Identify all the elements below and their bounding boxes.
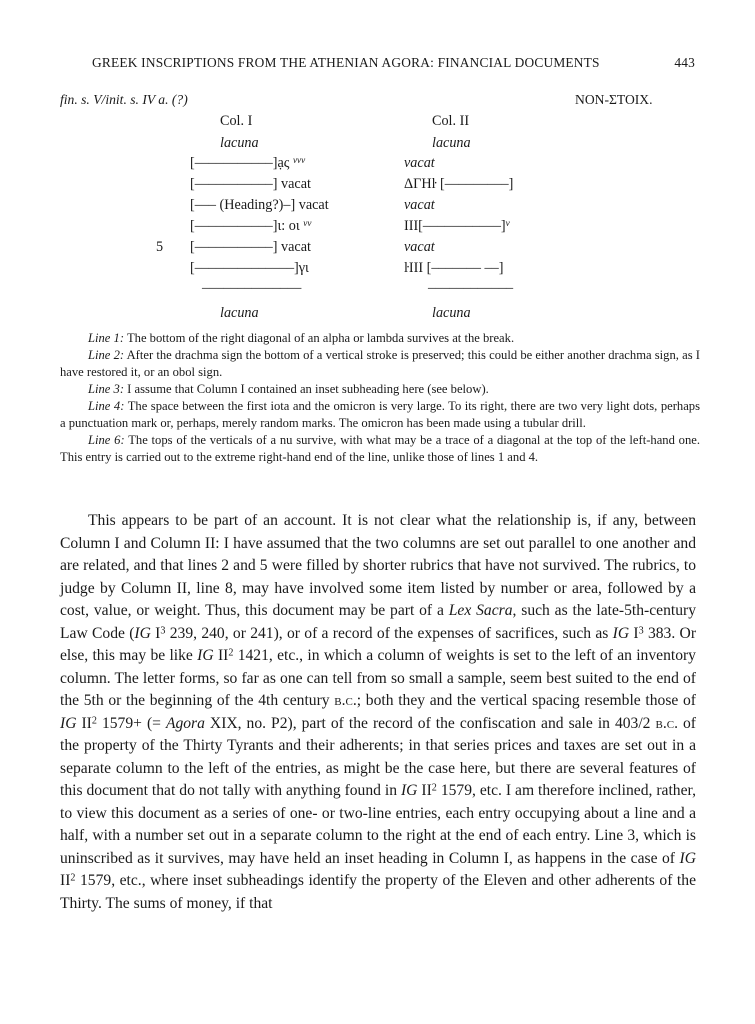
col2-line-3: vacat (404, 197, 435, 213)
col2-line-4 (404, 218, 510, 235)
text-run: of the property of the Thirty Tyrants and their adherents; in that series prices and taxes are set out in a separate column to the left of the entries, as might be the case here, but there are several features of this document that do not tally with anything found in (60, 714, 696, 799)
col1-line-1-text: [–––––––––––]ạς (190, 155, 293, 171)
col1-line-4-vacat-mark: vv (303, 217, 312, 228)
col2-break-rule: –––––––––––– (428, 280, 514, 296)
col2-line-2: ΔΓΗŀ [–––––––––] (404, 176, 514, 192)
col1-heading: Col. I (220, 113, 253, 129)
edition-superscript: 3 (638, 624, 644, 636)
note-text: The tops of the verticals of a nu survive, with what may be a trace of a diagonal at the top of the left-hand one. This entry is carried out to the extreme right-hand end of the line, unlike those of lines 1 and 4. (60, 433, 700, 464)
col1-line-5 (190, 239, 311, 256)
text-run: I (150, 624, 161, 642)
col2-line-4-text: ΙΙΙ[–––––––––––] (404, 218, 506, 234)
col1-line-5-text: [–––––––––––] vacat (190, 239, 311, 255)
text-run: 1579+ (= (96, 714, 166, 732)
col1-line-3 (190, 197, 329, 214)
edition-superscript: 3 (160, 624, 166, 636)
col2-line-5: vacat (404, 239, 435, 255)
text-run: This appears to be part of an account. It is not clear what the relationship is, if any, between Column I and Column II: I have assumed that the two columns are set out parallel to one another and are related, and that lines 2 and 5 were filled by shorter rubrics that have not survived. The rubrics, to judge by Column II, line 8, may have involved some item listed by number or area, followed by a cost, value, or weight. Thus, this document may be part of a (60, 512, 696, 619)
col1-line-4 (190, 218, 311, 235)
text-run: II (60, 872, 71, 889)
col2-bottom-lacuna: lacuna (432, 305, 471, 321)
col1-line-2 (190, 176, 311, 193)
text-run: 1579, etc. I am therefore inclined, rather, to view this document as a series of one- or two-line entries, each entry occupying about a line and a half, with a number set out in a separate column to the right at the end of each entry. Line 3, which is uninscribed as it survives, may have held an inset heading in Column I, as happens in the case of (60, 782, 696, 867)
text-run: II (417, 782, 432, 799)
col2-heading: Col. II (432, 113, 470, 129)
note-label: Line 6: (88, 433, 125, 447)
note-line-1 (60, 330, 700, 347)
bc-abbrev: b.c. (334, 692, 357, 709)
note-label: Line 1: (88, 331, 125, 345)
note-text: The bottom of the right diagonal of an alpha or lambda survives at the break. (124, 331, 515, 345)
note-label: Line 2: (88, 348, 125, 362)
page-number: 443 (674, 55, 695, 70)
edition-superscript: 2 (431, 782, 437, 794)
col1-line-6 (190, 260, 309, 277)
text-run: II (76, 714, 92, 732)
col1-line-3-text: [––– (Heading?)–] vacat (190, 197, 329, 213)
edition-superscript: 2 (70, 872, 76, 884)
ig-citation: IG (400, 782, 418, 799)
edition-superscript: 2 (228, 647, 234, 659)
lex-sacra-term: Lex Sacra (448, 602, 513, 619)
col1-line-4-text: [–––––––––––]ι: οι (190, 218, 304, 234)
text-run: 239, 240, or 241), or of a record of the expenses of sacrifices, such as (165, 624, 613, 642)
apparatus-notes (60, 330, 700, 466)
note-line-6 (60, 432, 700, 466)
note-text: After the drachma sign the bottom of a vertical stroke is preserved; this could be either another drachma sign, as I have restored it, or an obol sign. (60, 348, 700, 379)
text-run: 1421, etc., in which a column of weights is set to the left of an inventory column. The letter forms, so far as one can tell from so small a sample, seem best suited to the end of the 5th or the beginning of the 4th century (60, 647, 696, 709)
note-line-2 (60, 347, 700, 381)
col1-bottom-lacuna: lacuna (220, 305, 259, 321)
col1-line-6-text: [––––––––––––––]γι (190, 260, 309, 276)
date-line: fin. s. V/init. s. IV a. (?) (60, 92, 188, 107)
commentary-body (60, 510, 696, 915)
col1-line-2-text: [–––––––––––] vacat (190, 176, 311, 192)
text-run: I (629, 624, 639, 642)
text-run: ; both they and the vertical spacing resemble those of (356, 692, 696, 709)
edition-superscript: 2 (91, 714, 97, 726)
bc-abbrev: b.c. (655, 714, 678, 732)
text-run: II (213, 647, 229, 664)
text-run: XIX, no. P2), part of the record of the confiscation and sale in 403/2 (204, 714, 656, 732)
ig-citation: IG (60, 714, 77, 732)
ig-citation: IG (197, 647, 214, 664)
note-label: Line 3: (88, 382, 125, 396)
line-number-5: 5 (156, 239, 164, 255)
col2-line-4-vacat-mark: v (505, 217, 510, 228)
text-run: , such as the late-5th-century Law Code ( (60, 602, 696, 642)
note-label: Line 4: (88, 399, 125, 413)
col1-top-lacuna: lacuna (220, 135, 259, 151)
col1-line-1-vacat-mark: vvv (292, 154, 306, 165)
agora-citation: Agora (165, 714, 205, 732)
ig-citation: IG (134, 624, 151, 642)
text-run: 383. Or else, this may be like (60, 624, 697, 664)
col2-top-lacuna: lacuna (432, 135, 471, 151)
ig-citation: IG (612, 624, 630, 642)
note-line-4 (60, 398, 700, 432)
note-text: I assume that Column I contained an inset subheading here (see below). (124, 382, 489, 396)
header-title: GREEK INSCRIPTIONS FROM THE ATHENIAN AGORA: FINANCIAL DOCUMENTS (92, 55, 600, 70)
col1-line-1 (190, 155, 305, 172)
note-line-3 (60, 381, 700, 398)
col2-line-6: ŀΙΙΙ [––––––– ––] (404, 260, 504, 276)
ig-citation: IG (679, 849, 696, 867)
col2-line-1: vacat (404, 155, 435, 171)
note-text: The space between the first iota and the omicron is very large. To its right, there are two very light dots, perhaps a punctuation mark or, perhaps, merely random marks. The omicron has been made using a tubular drill. (60, 399, 700, 430)
text-run: 1579, etc., where inset subheadings identify the property of the Eleven and other adherents of the Thirty. The sums of money, if that (60, 872, 696, 912)
col1-break-rule: –––––––––––––– (202, 280, 302, 296)
stoichedon-label: NON-ΣΤΟΙΧ. (575, 92, 653, 107)
commentary-paragraph (60, 510, 696, 915)
